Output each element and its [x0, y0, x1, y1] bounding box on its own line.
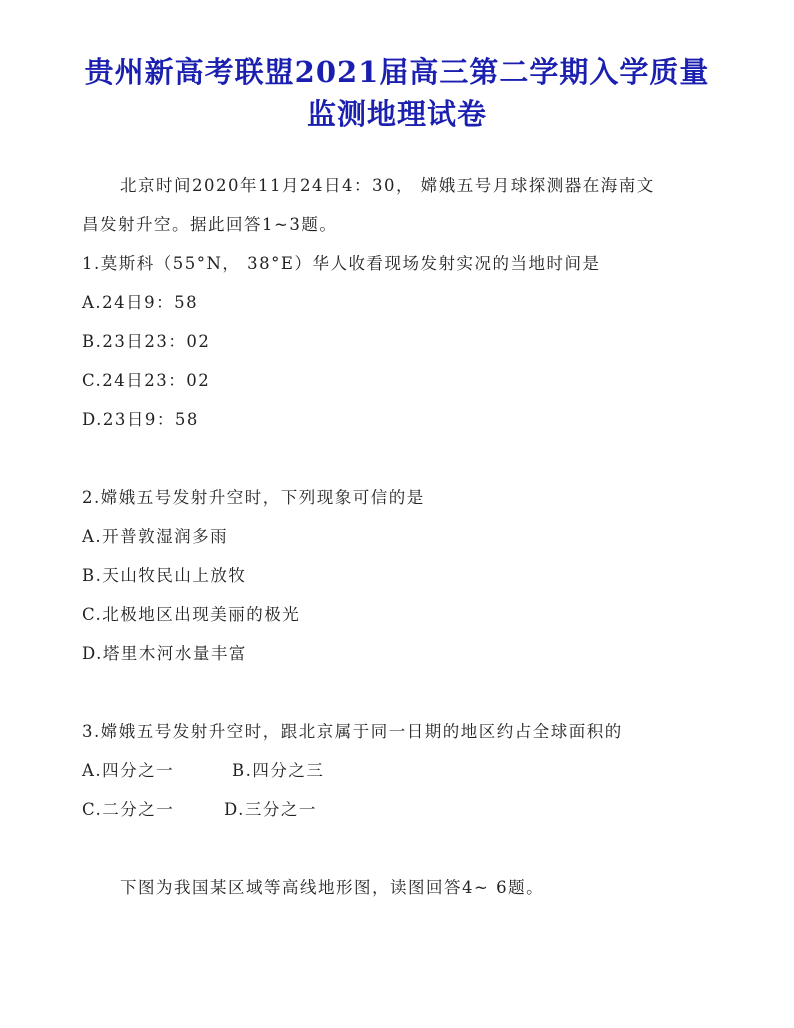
question-3-option-d: D.三分之一: [224, 800, 317, 819]
question-3-option-a: A.四分之一: [82, 761, 175, 780]
question-1-option-b: B.23日23：02: [82, 332, 211, 351]
intro-line1: 北京时间2020年11月24日4：30， 嫦娥五号月球探测器在海南文: [120, 176, 655, 195]
question-2-option-d: D.塔里木河水量丰富: [82, 644, 247, 663]
question-2-option-c: C.北极地区出现美丽的极光: [82, 605, 301, 624]
exam-title-line1: 贵州新高考联盟2021届高三第二学期入学质量: [84, 55, 710, 89]
question-3-option-b: B.四分之三: [232, 761, 325, 780]
question-1-option-a: A.24日9：58: [82, 293, 199, 312]
question-2-stem: 2.嫦娥五号发射升空时，下列现象可信的是: [82, 488, 425, 507]
question-1-option-d: D.23日9：58: [82, 410, 199, 429]
question-1-option-c: C.24日23：02: [82, 371, 211, 390]
intro-line2: 昌发射升空。据此回答1~3题。: [82, 215, 338, 234]
question-3-option-c: C.二分之一: [82, 800, 175, 819]
question-2-option-a: A.开普敦湿润多雨: [82, 527, 229, 546]
exam-title-line2: 监测地理试卷: [306, 97, 487, 131]
question-3-stem: 3.嫦娥五号发射升空时，跟北京属于同一日期的地区约占全球面积的: [82, 722, 623, 741]
question-1-stem: 1.莫斯科（55°N， 38°E）华人收看现场发射实况的当地时间是: [82, 254, 601, 273]
next-section-intro: 下图为我国某区域等高线地形图，读图回答4~ 6题。: [120, 878, 545, 897]
question-2-option-b: B.天山牧民山上放牧: [82, 566, 247, 585]
